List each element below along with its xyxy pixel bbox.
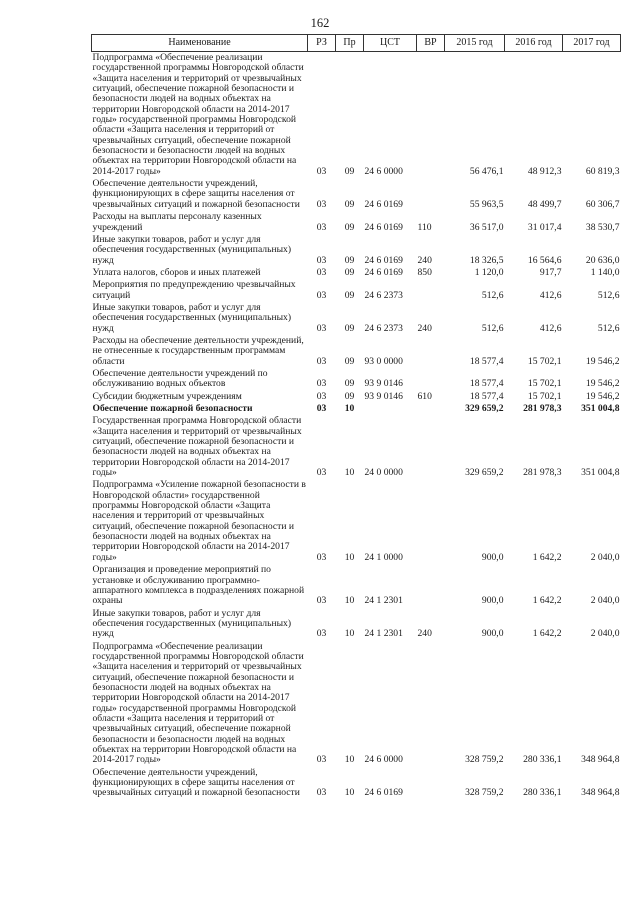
row-value-2016: 412,6	[539, 289, 562, 301]
row-vr: 240	[417, 254, 432, 266]
row-value-2015: 36 517,0	[469, 221, 504, 233]
row-value-2015: 900,0	[481, 595, 504, 607]
row-rz: 03	[316, 551, 327, 563]
row-cst: 24 1 2301	[364, 628, 403, 640]
row-value-2016: 48 499,7	[527, 198, 562, 210]
row-value-2016: 15 702,1	[527, 390, 562, 402]
row-cst: 24 6 2373	[364, 322, 403, 334]
row-vr: 240	[417, 628, 432, 640]
row-name: Расходы на выплаты персоналу казенных учреждений	[92, 211, 262, 233]
row-value-2017: 512,6	[597, 289, 620, 301]
row-name: Обеспечение деятельности учреждений по обслуживанию водных объектов	[92, 367, 268, 390]
row-name: Подпрограмма «Усиление пожарной безопасности в Новгородской области» государственной программы Новгородской области «Защита населения и территорий от чрезвычайных ситуаций, обеспечение пожарной безопасности и безопасности людей на водных объектах на территории Новгородской области на 2014-2017 годы»	[92, 479, 306, 563]
row-vr	[417, 641, 445, 767]
row-name: Иные закупки товаров, работ и услуг для обеспечения государственных (муниципальных) нужд	[92, 301, 292, 334]
row-cst: 24 6 0000	[364, 165, 403, 177]
row-rz: 03	[316, 289, 327, 301]
row-name: Обеспечение деятельности учреждений, функционирующих в сфере защиты населения от чрезвычайных ситуаций и пожарной безопасности	[92, 766, 300, 799]
row-cst: 24 0 0000	[364, 467, 403, 479]
table-row	[92, 391, 621, 403]
row-value-2017: 2 040,0	[590, 628, 620, 640]
row-name: Уплата налогов, сборов и иных платежей	[92, 266, 261, 278]
row-pr: 10	[344, 403, 355, 414]
row-value-2016: 412,6	[539, 322, 562, 334]
row-pr: 10	[344, 551, 355, 563]
row-name: Иные закупки товаров, работ и услуг для обеспечения государственных (муниципальных) нужд	[92, 233, 292, 266]
row-rz: 03	[316, 467, 327, 479]
row-value-2015: 328 759,2	[465, 787, 504, 799]
row-value-2017: 60 819,3	[585, 165, 620, 177]
header-cst: ЦСТ	[364, 35, 417, 52]
row-pr: 10	[344, 754, 355, 766]
table-row	[92, 608, 621, 641]
row-pr: 10	[344, 787, 355, 799]
table-header-row	[92, 35, 621, 52]
row-value-2017: 512,6	[597, 322, 620, 334]
table-row	[92, 52, 621, 179]
row-value-2016: 281 978,3	[523, 467, 562, 479]
row-value-2017: 351 004,8	[581, 467, 620, 479]
row-value-2017: 348 964,8	[581, 754, 620, 766]
row-rz: 03	[316, 266, 327, 278]
row-value-2016: 31 017,4	[527, 221, 562, 233]
row-value-2015: 329 659,2	[465, 467, 504, 479]
row-name: Обеспечение пожарной безопасности	[92, 403, 253, 414]
header-rz: РЗ	[308, 35, 336, 52]
row-value-2016: 1 642,2	[532, 551, 562, 563]
table-row	[92, 279, 621, 302]
row-rz: 03	[316, 595, 327, 607]
row-value-2017: 38 530,7	[585, 221, 620, 233]
row-rz: 03	[316, 378, 327, 390]
row-name: Расходы на обеспечение деятельности учреждений, не отнесенные к государственным программам области	[92, 334, 304, 367]
row-pr: 10	[344, 595, 355, 607]
row-rz: 03	[316, 254, 327, 266]
row-value-2017: 19 546,2	[585, 390, 620, 402]
row-vr	[417, 335, 445, 368]
row-pr: 09	[344, 355, 355, 367]
row-cst: 24 1 0000	[364, 551, 403, 563]
row-name: Подпрограмма «Обеспечение реализации государственной программы Новгородской области «Защита населения и территорий от чрезвычайных ситуаций, обеспечение пожарной безопасности и безопасности людей на водных объектах на территории Новгородской области на 2014-2017 годы» государственной программы Новгородской области «Защита населения и территорий от чрезвычайных ситуаций, обеспечение пожарной безопасности и безопасности людей на водных объектах на территории Новгородской области на 2014-2017 годы»	[92, 52, 304, 177]
table-row	[92, 302, 621, 335]
row-value-2017: 1 140,0	[590, 266, 620, 278]
row-pr: 09	[344, 254, 355, 266]
row-value-2017: 20 636,0	[585, 254, 620, 266]
row-value-2015: 512,6	[481, 289, 504, 301]
row-value-2016: 280 336,1	[523, 754, 562, 766]
table-row	[92, 178, 621, 211]
row-vr	[417, 415, 445, 479]
table-row	[92, 234, 621, 267]
row-cst: 24 6 0169	[364, 787, 403, 799]
row-value-2017: 351 004,8	[581, 403, 620, 414]
table-row	[92, 641, 621, 767]
row-vr	[417, 279, 445, 302]
row-value-2015: 18 577,4	[469, 390, 504, 402]
row-cst: 93 9 0146	[364, 378, 403, 390]
row-name: Организация и проведение мероприятий по установке и обслуживанию программно-аппаратного комплекса в подразделениях пожарной охраны	[92, 564, 305, 607]
row-value-2017: 19 546,2	[585, 355, 620, 367]
row-value-2016: 16 564,6	[527, 254, 562, 266]
row-cst	[364, 403, 417, 415]
row-rz: 03	[316, 355, 327, 367]
row-rz: 03	[316, 198, 327, 210]
row-value-2016: 917,7	[539, 266, 562, 278]
row-value-2015: 900,0	[481, 551, 504, 563]
budget-table	[91, 34, 621, 800]
row-value-2015: 56 476,1	[469, 165, 504, 177]
table-row	[92, 479, 621, 564]
table-row	[92, 335, 621, 368]
row-vr	[417, 178, 445, 211]
row-cst: 24 6 0000	[364, 754, 403, 766]
row-cst: 24 6 0169	[364, 198, 403, 210]
row-value-2017: 2 040,0	[590, 595, 620, 607]
row-value-2017: 19 546,2	[585, 378, 620, 390]
row-value-2015: 18 577,4	[469, 355, 504, 367]
table-row	[92, 368, 621, 391]
row-value-2015: 18 577,4	[469, 378, 504, 390]
row-pr: 10	[344, 628, 355, 640]
row-value-2016: 1 642,2	[532, 595, 562, 607]
header-name: Наименование	[92, 35, 308, 52]
row-value-2015: 900,0	[481, 628, 504, 640]
row-value-2016: 15 702,1	[527, 378, 562, 390]
row-value-2016: 48 912,3	[527, 165, 562, 177]
row-value-2016: 281 978,3	[523, 403, 562, 414]
row-rz: 03	[316, 403, 327, 414]
row-value-2015: 329 659,2	[465, 403, 504, 414]
header-2015: 2015 год	[445, 35, 505, 52]
row-rz: 03	[316, 754, 327, 766]
row-rz: 03	[316, 221, 327, 233]
table-row	[92, 564, 621, 607]
row-value-2017: 348 964,8	[581, 787, 620, 799]
row-value-2015: 1 120,0	[474, 266, 504, 278]
row-value-2016: 280 336,1	[523, 787, 562, 799]
row-cst: 24 6 0169	[364, 254, 403, 266]
row-value-2017: 2 040,0	[590, 551, 620, 563]
row-vr	[417, 52, 445, 179]
header-2017: 2017 год	[563, 35, 621, 52]
row-pr: 09	[344, 221, 355, 233]
header-2016: 2016 год	[505, 35, 563, 52]
row-pr: 10	[344, 467, 355, 479]
row-cst: 93 9 0146	[364, 390, 403, 402]
row-vr: 240	[417, 322, 432, 334]
row-rz: 03	[316, 628, 327, 640]
row-cst: 24 1 2301	[364, 595, 403, 607]
row-value-2015: 328 759,2	[465, 754, 504, 766]
row-name: Государственная программа Новгородской области «Защита населения и территорий от чрезвычайных ситуаций, обеспечение пожарной безопасности и безопасности людей на водных объектах на территории Новгородской области на 2014-2017 годы»	[92, 415, 302, 479]
table-row	[92, 415, 621, 479]
row-name: Подпрограмма «Обеспечение реализации государственной программы Новгородской области «Защита населения и территорий от чрезвычайных ситуаций, обеспечение пожарной безопасности и безопасности людей на водных объектах на территории Новгородской области на 2014-2017 годы» государственной программы Новгородской области «Защита населения и территорий от чрезвычайных ситуаций, обеспечение пожарной безопасности и безопасности людей на водных объектах на территории Новгородской области на 2014-2017 годы»	[92, 640, 304, 766]
row-cst: 24 6 0169	[364, 221, 403, 233]
row-pr: 09	[344, 266, 355, 278]
row-vr: 610	[417, 390, 432, 402]
table-row	[92, 767, 621, 800]
row-rz: 03	[316, 165, 327, 177]
row-pr: 09	[344, 378, 355, 390]
row-pr: 09	[344, 390, 355, 402]
row-vr	[417, 403, 445, 415]
row-cst: 24 6 0169	[364, 266, 403, 278]
row-name: Мероприятия по предупреждению чрезвычайных ситуаций	[92, 279, 296, 301]
row-vr: 850	[417, 266, 432, 278]
row-rz: 03	[316, 787, 327, 799]
row-name: Обеспечение деятельности учреждений, функционирующих в сфере защиты населения от чрезвычайных ситуаций и пожарной безопасности	[92, 178, 300, 210]
table-body	[92, 52, 621, 800]
row-vr	[417, 368, 445, 391]
row-value-2015: 55 963,5	[469, 198, 504, 210]
row-vr	[417, 767, 445, 800]
row-pr: 09	[344, 289, 355, 301]
header-vr: ВР	[417, 35, 445, 52]
page-number: 162	[310, 16, 330, 30]
row-vr: 110	[417, 221, 432, 233]
row-name: Субсидии бюджетным учреждениям	[92, 390, 242, 402]
row-value-2016: 15 702,1	[527, 355, 562, 367]
header-pr: Пр	[336, 35, 364, 52]
row-pr: 09	[344, 165, 355, 177]
row-value-2015: 18 326,5	[469, 254, 504, 266]
table-row	[92, 403, 621, 415]
row-vr	[417, 479, 445, 564]
row-rz: 03	[316, 390, 327, 402]
row-value-2017: 60 306,7	[585, 198, 620, 210]
row-rz: 03	[316, 322, 327, 334]
row-vr	[417, 564, 445, 607]
row-cst: 93 0 0000	[364, 355, 403, 367]
row-cst: 24 6 2373	[364, 289, 403, 301]
row-value-2016: 1 642,2	[532, 628, 562, 640]
row-pr: 09	[344, 198, 355, 210]
row-name: Иные закупки товаров, работ и услуг для обеспечения государственных (муниципальных) нужд	[92, 607, 292, 640]
row-value-2015: 512,6	[481, 322, 504, 334]
row-pr: 09	[344, 322, 355, 334]
table-row	[92, 267, 621, 279]
table-row	[92, 211, 621, 234]
